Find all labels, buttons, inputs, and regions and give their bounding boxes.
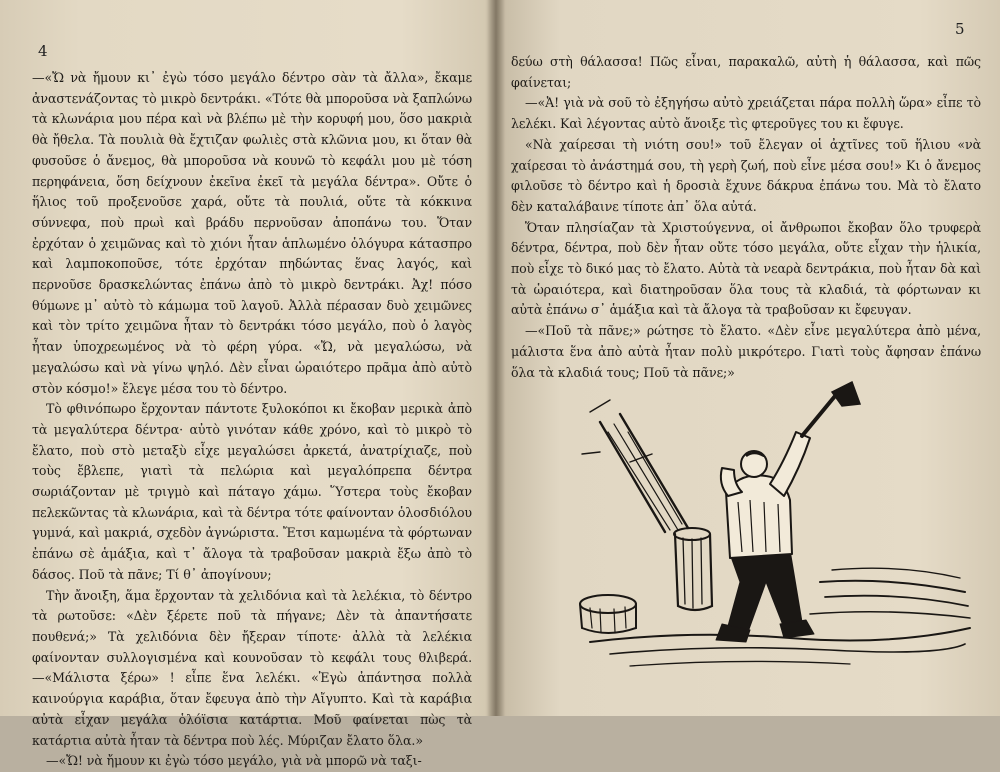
paragraph: Τὸ φθινόπωρο ἔρχονταν πάντοτε ξυλοκόποι κι ἔκοβαν μερικὰ ἀπὸ τὰ μεγαλύτερα δέντρα· αὐτὸ γινόταν κάθε χρόνο, καὶ τὸ μικρὸ τὸ ἔλατο, ποὺ στὸ μεταξὺ εἶχε μεγαλώσει ἀρκετά, ἀνατρίχιαζε, ποὺ τοὺς ἔβλεπε, γιατὶ τὰ πελώρια καὶ μεγαλόπρεπα δέντρα σωριάζονταν μὲ τριγμὸ καὶ πάταγο χάμω. Ὕστερα τοὺς ἔκοβαν πελεκῶντας τὰ κλωνάρια, καὶ τὰ δέντρα τότε φαίνονταν ὁλοσδιόλου γυμνά, καὶ μακριά, σχεδὸν ἀγνώριστα. Ἔτσι καμωμένα τὰ φόρτωναν ἐπάνω σὲ ἁμάξια, καὶ τ᾿ ἄλογα τὰ τραβοῦσαν μακριὰ ἔξω ἀπὸ τὸ δάσος. Ποῦ τὰ πᾶνε; Τί θ᾿ ἀπογίνουν; (32, 401, 472, 582)
paragraph: —«Ἀ! γιὰ νὰ σοῦ τὸ ἐξηγήσω αὐτὸ χρειάζεται πάρα πολλὴ ὥρα» εἶπε τὸ λελέκι. Καὶ λέγοντας αὐτὸ ἄνοιξε τὶς φτεροῦγες του κι ἔφυγε. (511, 95, 981, 132)
left-page (0, 0, 492, 769)
page-number-right: 5 (955, 20, 965, 38)
paragraph: —«Ὤ! νὰ ἤμουν κι ἐγὼ τόσο μεγάλο, γιὰ νὰ μπορῶ νὰ ταξι- (46, 753, 422, 769)
paragraph: «Νὰ χαίρεσαι τὴ νιότη σου!» τοῦ ἔλεγαν οἱ ἀχτῖνες τοῦ ἥλιου «νὰ χαίρεσαι τὸ ἀνάστημά σου, τὴ γερὴ ζωή, ποὺ εἶνε μέσα σου!» Κι ὁ ἄνεμος φιλοῦσε τὸ δέντρο καὶ ἡ δροσιὰ ἔχυνε δάκρυα ἐπάνω του. Μὰ τὸ ἔλατο δὲν καταλάβαινε τίποτε ἀπ᾿ ὅλα αὐτά. (511, 136, 981, 214)
right-page-text (511, 52, 981, 383)
paragraph: δεύω στὴ θάλασσα! Πῶς εἶναι, παρακαλῶ, αὐτὴ ἡ θάλασσα, καὶ πῶς φαίνεται; (511, 54, 981, 90)
paragraph: Τὴν ἄνοιξη, ἅμα ἔρχονταν τὰ χελιδόνια καὶ τὰ λελέκια, τὸ δέντρο τὰ ρωτοῦσε: «Δὲν ξέρετε ποῦ τὰ πήγανε; Δὲν τὰ ἀπαντήσατε πουθενά;» Τὰ χελιδόνια δὲν ἤξεραν τίποτε· ἀλλὰ τὰ λελέκια φαίνονταν συλλογισμένα καὶ κουνοῦσαν τὸ κεφάλι τους θλιβερά. —«Μάλιστα ξέρω» ! εἶπε ἕνα λελέκι. «Ἐγὼ ἀπάντησα πολλὰ καινούργια καράβια, ὅταν ἔφευγα ἀπὸ τὴν Αἴγυπτο. Καὶ τὰ καράβια αὐτὰ εἶχαν μεγάλα ὁλόϊσια κατάρτια. Μοῦ φαίνεται πὼς τὰ κατάρτια αὐτὰ ἦταν τὰ δέντρα ποὺ λές. Μύριζαν ἔλατο ὅλα.» (32, 587, 472, 748)
woodcutter-illustration (570, 392, 975, 682)
paragraph: —«Ὤ νὰ ἤμουν κι᾿ ἐγὼ τόσο μεγάλο δέντρο σὰν τὰ ἄλλα», ἔκαμε ἀναστενάζοντας τὸ μικρὸ δεντράκι. «Τότε θὰ μποροῦσα νὰ ξαπλώνω τὰ κλωνάρια μου πέρα καὶ νὰ βλέπω μὲ τὴν κορυφή μου, ὅσο μακριὰ θὰ ἤθελα. Τὰ πουλιὰ θὰ ἔχτιζαν φωλιὲς στὰ κλῶνια μου, κι ὅταν θὰ φυσοῦσε ὁ ἄνεμος, θὰ μποροῦσα νὰ κουνῶ τὸ κεφάλι μου μὲ τόση περηφάνεια, ὅση δείχνουν ἐκεῖνα ἐκεῖ τὰ μεγάλα δέντρα». Οὔτε ὁ ἥλιος τοῦ προξενοῦσε χαρά, οὔτε τὰ πουλιά, οὔτε τὰ κόκκινα σύννεφα, ποὺ πρωὶ καὶ βράδυ περνοῦσαν ἀποπάνω του. Ὅταν ἐρχόταν ὁ χειμῶνας καὶ τὸ χιόνι ἦταν ἁπλωμένο ὁλόγυρα κάτασπρο καὶ λαμποκοποῦσε, τότε ἐρχόταν πηδώντας ἕνας λαγός, καὶ περνοῦσε δρασκελώντας ἐπάνω ἀπὸ τὸ μικρὸ δεντράκι. Ἀχ! πόσο θύμωνε μ᾿ αὐτὸ τὸ κάμωμα τοῦ λαγοῦ. Ἀλλὰ πέρασαν δυὸ χειμῶνες καὶ τὸν τρίτο χειμῶνα ἦταν τὸ δεντράκι τόσο μεγάλο, ποὺ ὁ λαγὸς ἦταν ὑποχρεωμένος νὰ τὸ φέρη γύρα. «Ὤ, νὰ μεγαλώσω, νὰ μεγαλώσω καὶ νὰ γίνω ψηλό. Δὲν εἶναι ὡραιότερο πρᾶμα ἀπὸ αὐτὸ στὸν κόσμο!» ἔλεγε μέσα του τὸ δέντρο. (32, 70, 472, 396)
left-page-text (32, 68, 472, 772)
paragraph: Ὅταν πλησίαζαν τὰ Χριστούγεννα, οἱ ἄνθρωποι ἔκοβαν ὅλο τρυφερὰ δέντρα, δέντρα, ποὺ δὲν ἦταν οὔτε τόσο μεγάλα, οὔτε εἶχαν τὴν ἡλικία, ποὺ εἶχε τὸ δικό μας τὸ ἔλατο. Αὐτὰ τὰ νεαρὰ δεντράκια, ποὺ ἦταν δὰ καὶ τὰ ὡραιότερα, καὶ διατηροῦσαν ὅλα τους τὰ κλαδιά, τὰ φόρτωναν κι αὐτὰ ἐπάνω σ᾿ ἁμάξια καὶ τὰ ἄλογα τὰ τραβοῦσαν κι ἔφευγαν. (511, 219, 981, 318)
page-number-left: 4 (38, 42, 48, 60)
paragraph: —«Ποῦ τὰ πᾶνε;» ρώτησε τὸ ἔλατο. «Δὲν εἶνε μεγαλύτερα ἀπὸ μένα, μάλιστα ἕνα ἀπὸ αὐτὰ ἦταν πολὺ μικρότερο. Γιατὶ τοὺς ἄφησαν ἐπάνω ὅλα τὰ κλαδιά τους; Ποῦ τὰ πᾶνε;» (511, 323, 981, 380)
